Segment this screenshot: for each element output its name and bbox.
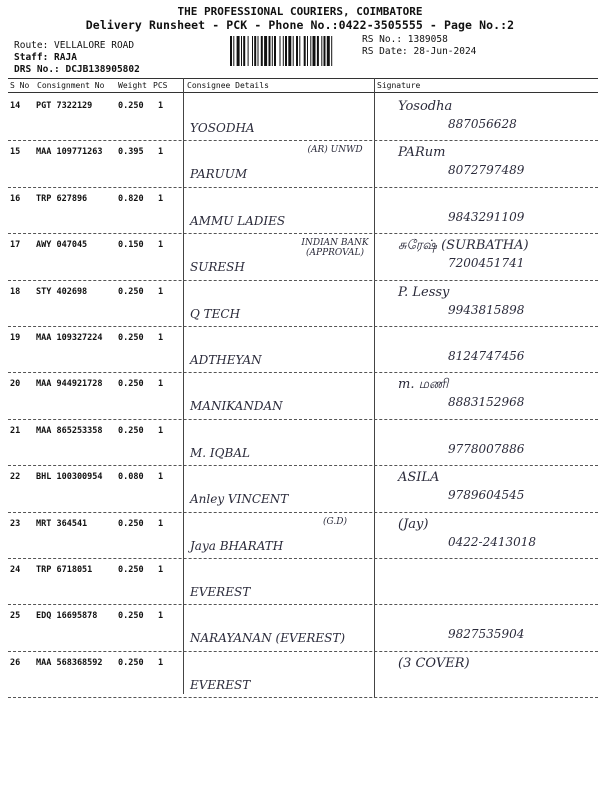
row-weight: 0.250 (118, 611, 144, 622)
row-sno: 17 (10, 240, 21, 251)
recipient-signature: m. மணி (398, 377, 449, 393)
row-weight: 0.250 (118, 333, 144, 343)
row-pcs: 1 (158, 518, 164, 529)
row-sno: 22 (10, 472, 21, 483)
drs-number: DRS No.: DCJB138905802 (14, 64, 140, 75)
table-row (8, 420, 598, 466)
row-pcs: 1 (158, 611, 164, 622)
barcode-bar (321, 36, 322, 66)
row-pcs: 1 (158, 565, 164, 575)
row-sno: 24 (10, 565, 21, 575)
barcode-bar (285, 36, 287, 66)
barcode (230, 36, 358, 66)
recipient-phone: 887056628 (448, 117, 517, 131)
table-row (8, 141, 598, 187)
barcode-bar (243, 36, 245, 66)
consignee-name: PARUUM (190, 167, 248, 182)
row-pcs: 1 (158, 425, 164, 436)
row-weight: 0.250 (118, 425, 144, 436)
barcode-bar (280, 36, 281, 66)
row-pcs: 1 (158, 657, 164, 668)
barcode-bar (272, 36, 273, 66)
barcode-bar (274, 36, 276, 66)
row-consignment-no: MAA 944921728 (36, 379, 103, 390)
barcode-bar (264, 36, 267, 66)
consignee-name: YOSODHA (190, 121, 255, 135)
table-row (8, 234, 598, 280)
table-row (8, 188, 598, 234)
barcode-bar (299, 36, 300, 66)
row-consignment-no: EDQ 16695878 (36, 611, 98, 622)
barcode-bar (307, 36, 308, 66)
row-weight: 0.395 (118, 147, 144, 158)
barcode-bar (254, 36, 256, 66)
row-sno: 14 (10, 101, 21, 111)
row-consignment-no: MAA 109771263 (36, 147, 103, 158)
consignee-name: AMMU LADIES (190, 213, 286, 228)
table-row (8, 95, 598, 141)
barcode-bar (313, 36, 316, 66)
recipient-signature: P. Lessy (398, 284, 450, 300)
barcode-bar (331, 36, 332, 66)
barcode-bar (237, 36, 240, 66)
route-label: Route: VELLALORE ROAD (14, 40, 135, 51)
table-row (8, 652, 598, 698)
col-header-pcs: PCS (153, 81, 168, 90)
row-sno: 25 (10, 611, 21, 622)
table-row (8, 559, 598, 605)
row-consignment-no: BHL 100300954 (36, 472, 103, 483)
row-pcs: 1 (158, 472, 164, 483)
barcode-bar (317, 36, 319, 66)
barcode-bar (310, 36, 311, 66)
header-rule-top (8, 78, 598, 79)
row-sno: 16 (10, 193, 21, 204)
row-pcs: 1 (158, 286, 164, 297)
row-pcs: 1 (158, 240, 164, 251)
recipient-phone: 0422-2413018 (448, 534, 537, 549)
recipient-phone: 7200451741 (448, 256, 525, 271)
recipient-signature: ASILA (398, 470, 440, 486)
barcode-bar (230, 36, 232, 66)
recipient-phone: 9943815898 (448, 302, 525, 317)
row-sno: 20 (10, 379, 21, 390)
row-consignment-no: PGT 7322129 (36, 101, 93, 111)
consignee-name: EVEREST (190, 585, 251, 599)
consignee-name: NARAYANAN (EVEREST) (190, 631, 346, 646)
row-sno: 23 (10, 518, 21, 529)
consignee-name: SURESH (190, 260, 245, 275)
row-consignment-no: MAA 865253358 (36, 425, 103, 436)
recipient-phone: 9843291109 (448, 209, 525, 224)
row-weight: 0.250 (118, 379, 144, 390)
barcode-bar (293, 36, 294, 66)
barcode-bar (283, 36, 284, 66)
barcode-bar (304, 36, 306, 66)
row-weight: 0.080 (118, 472, 144, 483)
table-row (8, 373, 598, 419)
row-weight: 0.250 (118, 101, 144, 111)
consignee-name: Q TECH (190, 306, 241, 321)
consignee-note: (AR) UNWD (307, 145, 363, 156)
recipient-phone: 8883152968 (448, 395, 525, 410)
consignee-note: (G.D) (323, 516, 347, 527)
col-header-consignment: Consignment No (37, 81, 105, 90)
row-pcs: 1 (158, 379, 164, 390)
barcode-bar (252, 36, 253, 66)
row-separator (8, 697, 598, 698)
row-weight: 0.250 (118, 565, 144, 575)
barcode-bar (324, 36, 326, 66)
barcode-bar (327, 36, 330, 66)
rs-number: RS No.: 1389058 (362, 34, 448, 45)
row-pcs: 1 (158, 147, 164, 158)
barcode-bar (261, 36, 263, 66)
barcode-bar (296, 36, 298, 66)
company-name: THE PROFESSIONAL COURIERS, COIMBATORE (177, 5, 423, 18)
recipient-signature: (3 COVER) (398, 655, 470, 671)
runsheet-title: Delivery Runsheet - PCK - Phone No.:0422-3505555 - Page No.:2 (85, 18, 515, 32)
row-pcs: 1 (158, 193, 164, 204)
recipient-signature: சுரேஷ் (SURBATHA) (398, 238, 529, 254)
row-sno: 26 (10, 657, 21, 668)
row-weight: 0.150 (118, 240, 144, 251)
row-weight: 0.250 (118, 657, 144, 668)
col-header-sno: S No (10, 81, 30, 90)
barcode-bar (233, 36, 234, 66)
consignee-name: Anley VINCENT (190, 492, 289, 507)
row-consignment-no: AWY 047045 (36, 240, 88, 251)
rs-date: RS Date: 28-Jun-2024 (362, 46, 477, 57)
consignee-note: INDIAN BANK (APPROVAL) (301, 238, 369, 259)
recipient-signature: PARum (398, 145, 446, 161)
consignee-name: ADTHEYAN (190, 353, 262, 367)
row-consignment-no: MRT 364541 (36, 518, 88, 529)
row-consignment-no: TRP 6718051 (36, 565, 93, 575)
table-row (8, 327, 598, 373)
consignee-name: Jaya BHARATH (190, 538, 284, 553)
col-header-signature: Signature (377, 81, 421, 90)
row-weight: 0.250 (118, 518, 144, 529)
barcode-bar (248, 36, 249, 66)
row-consignment-no: TRP 627896 (36, 193, 88, 204)
col-header-weight: Weight (118, 81, 147, 90)
row-sno: 18 (10, 286, 21, 297)
row-pcs: 1 (158, 333, 164, 343)
table-row (8, 281, 598, 327)
recipient-phone: 9778007886 (448, 441, 525, 456)
table-row (8, 605, 598, 651)
row-pcs: 1 (158, 101, 164, 111)
table-row (8, 513, 598, 559)
barcode-bar (241, 36, 242, 66)
row-consignment-no: STY 402698 (36, 286, 88, 297)
header-rule-bottom (8, 92, 598, 93)
row-sno: 19 (10, 333, 21, 343)
recipient-phone: 9789604545 (448, 488, 525, 503)
recipient-phone: 8124747456 (448, 349, 525, 363)
row-sno: 21 (10, 425, 21, 436)
table-row (8, 466, 598, 512)
consignee-name: MANIKANDAN (190, 399, 283, 414)
consignee-name: M. IQBAL (190, 445, 250, 460)
barcode-bar (269, 36, 271, 66)
consignee-name: EVEREST (190, 677, 251, 692)
recipient-phone: 8072797489 (448, 163, 525, 178)
row-consignment-no: MAA 568368592 (36, 657, 103, 668)
barcode-bar (258, 36, 259, 66)
row-weight: 0.250 (118, 286, 144, 297)
col-header-details: Consignee Details (187, 81, 269, 90)
row-weight: 0.820 (118, 193, 144, 204)
barcode-bar (288, 36, 291, 66)
staff-label: Staff: RAJA (14, 52, 77, 63)
recipient-phone: 9827535904 (448, 627, 525, 642)
recipient-signature: (Jay) (398, 516, 429, 532)
recipient-signature: Yosodha (398, 99, 453, 114)
row-sno: 15 (10, 147, 21, 158)
row-consignment-no: MAA 109327224 (36, 333, 103, 343)
